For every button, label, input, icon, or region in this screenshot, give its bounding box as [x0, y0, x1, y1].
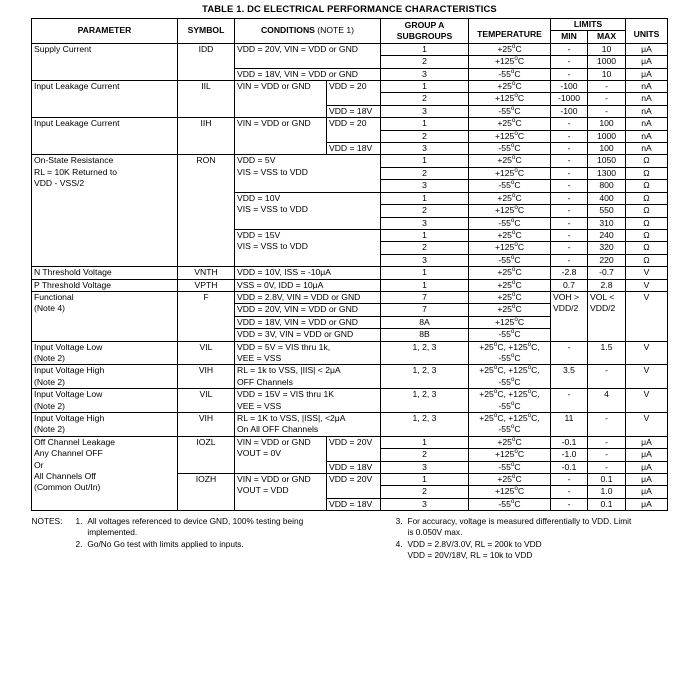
subgroup-cell: 2: [381, 486, 469, 498]
symbol-cell: RON: [177, 155, 234, 267]
note-item: [388, 516, 668, 538]
max-cell: 2.8: [588, 279, 626, 291]
symbol-cell: IOZH: [177, 474, 234, 511]
min-cell: -: [551, 254, 588, 266]
max-cell: -: [588, 436, 626, 448]
table-row: [31, 279, 667, 291]
subgroup-cell: 3: [381, 461, 469, 473]
min-cell: -: [551, 130, 588, 142]
subgroup-cell: 8A: [381, 316, 469, 328]
header-parameter: PARAMETER: [31, 19, 177, 44]
conditions-cell: VDD = 18V, VIN = VDD or GND: [234, 68, 380, 80]
conditions-cell: VIN = VDD or GND: [234, 118, 326, 155]
parameter-cell: On-State Resistance RL = 10K Returned to VDD - VSS/2: [31, 155, 177, 267]
temperature-cell: $+125^oC$: [469, 242, 551, 254]
note-item: [388, 539, 668, 561]
conditions-cell: VDD = 18V, VIN = VDD or GND: [234, 316, 380, 328]
note-text: All voltages referenced to device GND, 100% testing being implemented.: [87, 516, 304, 538]
temperature-cell: $+25^oC$: [469, 155, 551, 167]
temperature-cell: $+125^oC$: [469, 167, 551, 179]
min-cell: -: [551, 389, 588, 413]
min-cell: -: [551, 56, 588, 68]
temperature-cell: -55$^o$C: [469, 180, 551, 192]
conditions-cell: VDD = 15V = VIS thru 1K VEE = VSS: [234, 389, 380, 413]
temperature-cell: $+125^oC$: [469, 449, 551, 461]
max-cell: 1.0: [588, 486, 626, 498]
temperature-cell: -55$^o$C: [469, 498, 551, 510]
header-max: MAX: [588, 31, 626, 43]
temperature-cell: $+125^oC$: [469, 316, 551, 328]
units-cell: V: [626, 389, 668, 413]
units-cell: nA: [626, 81, 668, 93]
notes-left-list: [67, 516, 381, 561]
header-row-1: [31, 19, 667, 31]
min-cell: -: [551, 43, 588, 55]
subgroup-cell: 2: [381, 93, 469, 105]
conditions-cell: VSS = 0V, IDD = 10μA: [234, 279, 380, 291]
subgroup-cell: 1, 2, 3: [381, 341, 469, 365]
min-cell: -: [551, 242, 588, 254]
units-cell: V: [626, 365, 668, 389]
temperature-cell: -55$^o$C: [469, 329, 551, 341]
conditions-cell: VDD = 15V VIS = VSS to VDD: [234, 229, 380, 266]
temperature-cell: -55$^o$C: [469, 68, 551, 80]
temperature-cell: $+125^oC$: [469, 56, 551, 68]
notes-left-column: [32, 516, 382, 561]
max-cell: 1300: [588, 167, 626, 179]
subgroup-cell: 1: [381, 118, 469, 130]
units-cell: nA: [626, 105, 668, 117]
min-cell: -: [551, 180, 588, 192]
conditions-sub-cell: VDD = 18V: [326, 105, 380, 117]
page-title: TABLE 1. DC ELECTRICAL PERFORMANCE CHARACTERISTICS: [202, 3, 497, 14]
max-cell: 310: [588, 217, 626, 229]
min-cell: -: [551, 486, 588, 498]
subgroup-cell: 2: [381, 449, 469, 461]
symbol-cell: VIL: [177, 341, 234, 365]
parameter-cell: Functional (Note 4): [31, 291, 177, 341]
units-cell: nA: [626, 118, 668, 130]
symbol-cell: IDD: [177, 43, 234, 80]
max-cell: -: [588, 93, 626, 105]
units-cell: nA: [626, 93, 668, 105]
min-cell: -: [551, 498, 588, 510]
note-text: For accuracy, voltage is measured differentially to VDD. Limit is 0.050V max.: [407, 516, 632, 538]
conditions-cell: VDD = 5V VIS = VSS to VDD: [234, 155, 380, 192]
conditions-cell: VDD = 10V, ISS = -10μA: [234, 267, 380, 279]
conditions-cell: RL = 1K to VSS, |ISS|, <2μA On All OFF Channels: [234, 413, 380, 437]
min-cell: -0.1: [551, 461, 588, 473]
symbol-cell: IIL: [177, 81, 234, 118]
max-cell: 220: [588, 254, 626, 266]
parameter-cell: P Threshold Voltage: [31, 279, 177, 291]
symbol-cell: F: [177, 291, 234, 341]
conditions-cell: VIN = VDD or GND VOUT = VDD: [234, 474, 326, 511]
subgroup-cell: 3: [381, 105, 469, 117]
min-cell: 11: [551, 413, 588, 437]
header-group-a-subgroups: GROUP A SUBGROUPS: [381, 19, 469, 44]
max-cell: 800: [588, 180, 626, 192]
min-cell: VOH > VDD/2: [551, 291, 588, 341]
header-temperature: TEMPERATURE: [469, 19, 551, 44]
temperature-cell: $+125^oC$: [469, 205, 551, 217]
table-row: [31, 341, 667, 365]
subgroup-cell: 1: [381, 155, 469, 167]
temperature-cell: $+25^oC$: [469, 118, 551, 130]
max-cell: 1000: [588, 130, 626, 142]
table-row: [31, 81, 667, 93]
table-row: [31, 118, 667, 130]
temperature-cell: $+25^oC$: [469, 267, 551, 279]
parameter-cell: Input Leakage Current: [31, 118, 177, 155]
max-cell: 550: [588, 205, 626, 217]
max-cell: VOL < VDD/2: [588, 291, 626, 341]
subgroup-cell: 7: [381, 291, 469, 303]
symbol-cell: IIH: [177, 118, 234, 155]
min-cell: -: [551, 118, 588, 130]
temperature-cell: -55$^o$C: [469, 254, 551, 266]
conditions-sub-cell: VDD = 18V: [326, 461, 380, 473]
subgroup-cell: 3: [381, 68, 469, 80]
units-cell: μA: [626, 449, 668, 461]
symbol-cell: VIL: [177, 389, 234, 413]
units-cell: μA: [626, 474, 668, 486]
subgroup-cell: 3: [381, 254, 469, 266]
subgroup-cell: 1: [381, 192, 469, 204]
max-cell: 10: [588, 68, 626, 80]
conditions-cell: VDD = 20V, VIN = VDD or GND: [234, 43, 380, 68]
units-cell: Ω: [626, 217, 668, 229]
subgroup-cell: 3: [381, 180, 469, 192]
min-cell: -: [551, 217, 588, 229]
subgroup-cell: 8B: [381, 329, 469, 341]
parameter-cell: Input Voltage Low (Note 2): [31, 341, 177, 365]
temperature-cell: $+25^oC$: [469, 279, 551, 291]
subgroup-cell: 1, 2, 3: [381, 389, 469, 413]
min-cell: -: [551, 474, 588, 486]
min-cell: -: [551, 167, 588, 179]
min-cell: 0.7: [551, 279, 588, 291]
max-cell: 0.1: [588, 474, 626, 486]
units-cell: nA: [626, 130, 668, 142]
min-cell: -: [551, 155, 588, 167]
subgroup-cell: 1: [381, 436, 469, 448]
min-cell: -100: [551, 81, 588, 93]
min-cell: 3.5: [551, 365, 588, 389]
note-text: VDD = 2.8V/3.0V, RL = 200k to VDD VDD = 20V/18V, RL = 10k to VDD: [407, 538, 542, 560]
units-cell: V: [626, 267, 668, 279]
note-number: 1.: [75, 516, 83, 527]
temperature-cell: -55$^o$C: [469, 105, 551, 117]
units-cell: μA: [626, 68, 668, 80]
conditions-cell: RL = 1k to VSS, |IIS| < 2μA OFF Channels: [234, 365, 380, 389]
parameter-cell: Input Voltage Low (Note 2): [31, 389, 177, 413]
units-cell: nA: [626, 143, 668, 155]
min-cell: -2.8: [551, 267, 588, 279]
table-row: [31, 413, 667, 437]
notes-label: NOTES:: [31, 516, 63, 527]
parameter-cell: N Threshold Voltage: [31, 267, 177, 279]
max-cell: 100: [588, 143, 626, 155]
conditions-cell: VDD = 10V VIS = VSS to VDD: [234, 192, 380, 229]
max-cell: 240: [588, 229, 626, 241]
symbol-cell: VPTH: [177, 279, 234, 291]
parameter-cell: Input Leakage Current: [31, 81, 177, 118]
temperature-cell: $+25^oC$: [469, 291, 551, 303]
units-cell: Ω: [626, 180, 668, 192]
table-row: [31, 291, 667, 303]
temperature-cell: -55$^o$C: [469, 143, 551, 155]
max-cell: 400: [588, 192, 626, 204]
subgroup-cell: 2: [381, 167, 469, 179]
subgroup-cell: 1: [381, 267, 469, 279]
max-cell: -: [588, 449, 626, 461]
table-row: [31, 155, 667, 167]
conditions-cell: VDD = 5V = VIS thru 1k, VEE = VSS: [234, 341, 380, 365]
conditions-sub-cell: VDD = 20: [326, 81, 380, 106]
conditions-sub-cell: VDD = 20: [326, 118, 380, 143]
temperature-cell: $+125^oC$: [469, 130, 551, 142]
symbol-cell: VIH: [177, 413, 234, 437]
max-cell: -: [588, 461, 626, 473]
subgroup-cell: 1, 2, 3: [381, 365, 469, 389]
temperature-cell: $+25^oC$: [469, 43, 551, 55]
symbol-cell: IOZL: [177, 436, 234, 473]
subgroup-cell: 3: [381, 143, 469, 155]
subgroup-cell: 1: [381, 81, 469, 93]
note-number: 2.: [75, 538, 83, 549]
header-units: UNITS: [626, 19, 668, 44]
notes-section: [32, 516, 668, 561]
subgroup-cell: 2: [381, 205, 469, 217]
notes-right-list: [388, 516, 668, 561]
max-cell: 320: [588, 242, 626, 254]
max-cell: 4: [588, 389, 626, 413]
units-cell: μA: [626, 56, 668, 68]
table-body: [31, 19, 667, 511]
units-cell: V: [626, 291, 668, 341]
min-cell: -: [551, 68, 588, 80]
header-min: MIN: [551, 31, 588, 43]
dc-electrical-characteristics-table: [31, 18, 668, 511]
conditions-sub-cell: VDD = 20V: [326, 474, 380, 499]
symbol-cell: VNTH: [177, 267, 234, 279]
max-cell: -: [588, 105, 626, 117]
note-number: 3.: [395, 516, 403, 527]
units-cell: μA: [626, 498, 668, 510]
note-number: 4.: [395, 538, 403, 549]
conditions-cell: VDD = 3V, VIN = VDD or GND: [234, 329, 380, 341]
max-cell: 0.1: [588, 498, 626, 510]
min-cell: -100: [551, 105, 588, 117]
min-cell: -: [551, 192, 588, 204]
temperature-cell: $+25^oC$, $+125^oC$, -55$^o$C: [469, 341, 551, 365]
units-cell: μA: [626, 461, 668, 473]
subgroup-cell: 1: [381, 43, 469, 55]
units-cell: V: [626, 341, 668, 365]
table-row: [31, 436, 667, 448]
temperature-cell: -55$^o$C: [469, 217, 551, 229]
table-row: [31, 365, 667, 389]
conditions-sub-cell: VDD = 18V: [326, 498, 380, 510]
units-cell: Ω: [626, 205, 668, 217]
subgroup-cell: 2: [381, 56, 469, 68]
units-cell: μA: [626, 486, 668, 498]
temperature-cell: $+125^oC$: [469, 93, 551, 105]
conditions-cell: VDD = 2.8V, VIN = VDD or GND: [234, 291, 380, 303]
conditions-sub-cell: VDD = 18V: [326, 143, 380, 155]
temperature-cell: $+25^oC$, $+125^oC$, -55$^o$C: [469, 413, 551, 437]
units-cell: Ω: [626, 192, 668, 204]
header-symbol: SYMBOL: [177, 19, 234, 44]
units-cell: μA: [626, 436, 668, 448]
min-cell: -: [551, 205, 588, 217]
max-cell: -0.7: [588, 267, 626, 279]
note-item: [67, 516, 381, 538]
temperature-cell: $+25^oC$: [469, 304, 551, 316]
parameter-cell: Input Voltage High (Note 2): [31, 413, 177, 437]
min-cell: -: [551, 143, 588, 155]
conditions-cell: VIN = VDD or GND VOUT = 0V: [234, 436, 326, 473]
subgroup-cell: 1: [381, 279, 469, 291]
min-cell: -0.1: [551, 436, 588, 448]
units-cell: Ω: [626, 242, 668, 254]
table-row: [31, 267, 667, 279]
subgroup-cell: 2: [381, 242, 469, 254]
min-cell: -1.0: [551, 449, 588, 461]
max-cell: 1050: [588, 155, 626, 167]
conditions-cell: VIN = VDD or GND: [234, 81, 326, 118]
max-cell: 1.5: [588, 341, 626, 365]
subgroup-cell: 2: [381, 130, 469, 142]
note-text: Go/No Go test with limits applied to inputs.: [87, 538, 244, 549]
units-cell: Ω: [626, 254, 668, 266]
units-cell: V: [626, 279, 668, 291]
max-cell: -: [588, 413, 626, 437]
parameter-cell: Off Channel Leakage Any Channel OFF Or All Channels Off (Common Out/In): [31, 436, 177, 510]
temperature-cell: -55$^o$C: [469, 461, 551, 473]
max-cell: -: [588, 81, 626, 93]
subgroup-cell: 1, 2, 3: [381, 413, 469, 437]
units-cell: Ω: [626, 167, 668, 179]
table-row: [31, 43, 667, 55]
parameter-cell: Supply Current: [31, 43, 177, 80]
temperature-cell: $+25^oC$, $+125^oC$, -55$^o$C: [469, 389, 551, 413]
subgroup-cell: 1: [381, 474, 469, 486]
units-cell: Ω: [626, 155, 668, 167]
conditions-sub-cell: VDD = 20V: [326, 436, 380, 461]
temperature-cell: $+25^oC$: [469, 81, 551, 93]
min-cell: -: [551, 229, 588, 241]
temperature-cell: $+25^oC$: [469, 229, 551, 241]
note-item: [67, 539, 381, 550]
min-cell: -1000: [551, 93, 588, 105]
units-cell: μA: [626, 43, 668, 55]
max-cell: 100: [588, 118, 626, 130]
temperature-cell: $+125^oC$: [469, 486, 551, 498]
header-limits: LIMITS: [551, 19, 626, 31]
notes-right-column: [382, 516, 668, 561]
subgroup-cell: 3: [381, 217, 469, 229]
parameter-cell: Input Voltage High (Note 2): [31, 365, 177, 389]
max-cell: 10: [588, 43, 626, 55]
subgroup-cell: 1: [381, 229, 469, 241]
temperature-cell: $+25^oC$: [469, 436, 551, 448]
units-cell: Ω: [626, 229, 668, 241]
temperature-cell: $+25^oC$: [469, 474, 551, 486]
temperature-cell: $+25^oC$: [469, 192, 551, 204]
header-conditions: CONDITIONS (NOTE 1): [234, 19, 380, 44]
min-cell: -: [551, 341, 588, 365]
subgroup-cell: 7: [381, 304, 469, 316]
symbol-cell: VIH: [177, 365, 234, 389]
units-cell: V: [626, 413, 668, 437]
table-row: [31, 389, 667, 413]
max-cell: 1000: [588, 56, 626, 68]
temperature-cell: $+25^oC$, $+125^oC$, -55$^o$C: [469, 365, 551, 389]
conditions-cell: VDD = 20V, VIN = VDD or GND: [234, 304, 380, 316]
subgroup-cell: 3: [381, 498, 469, 510]
max-cell: -: [588, 365, 626, 389]
